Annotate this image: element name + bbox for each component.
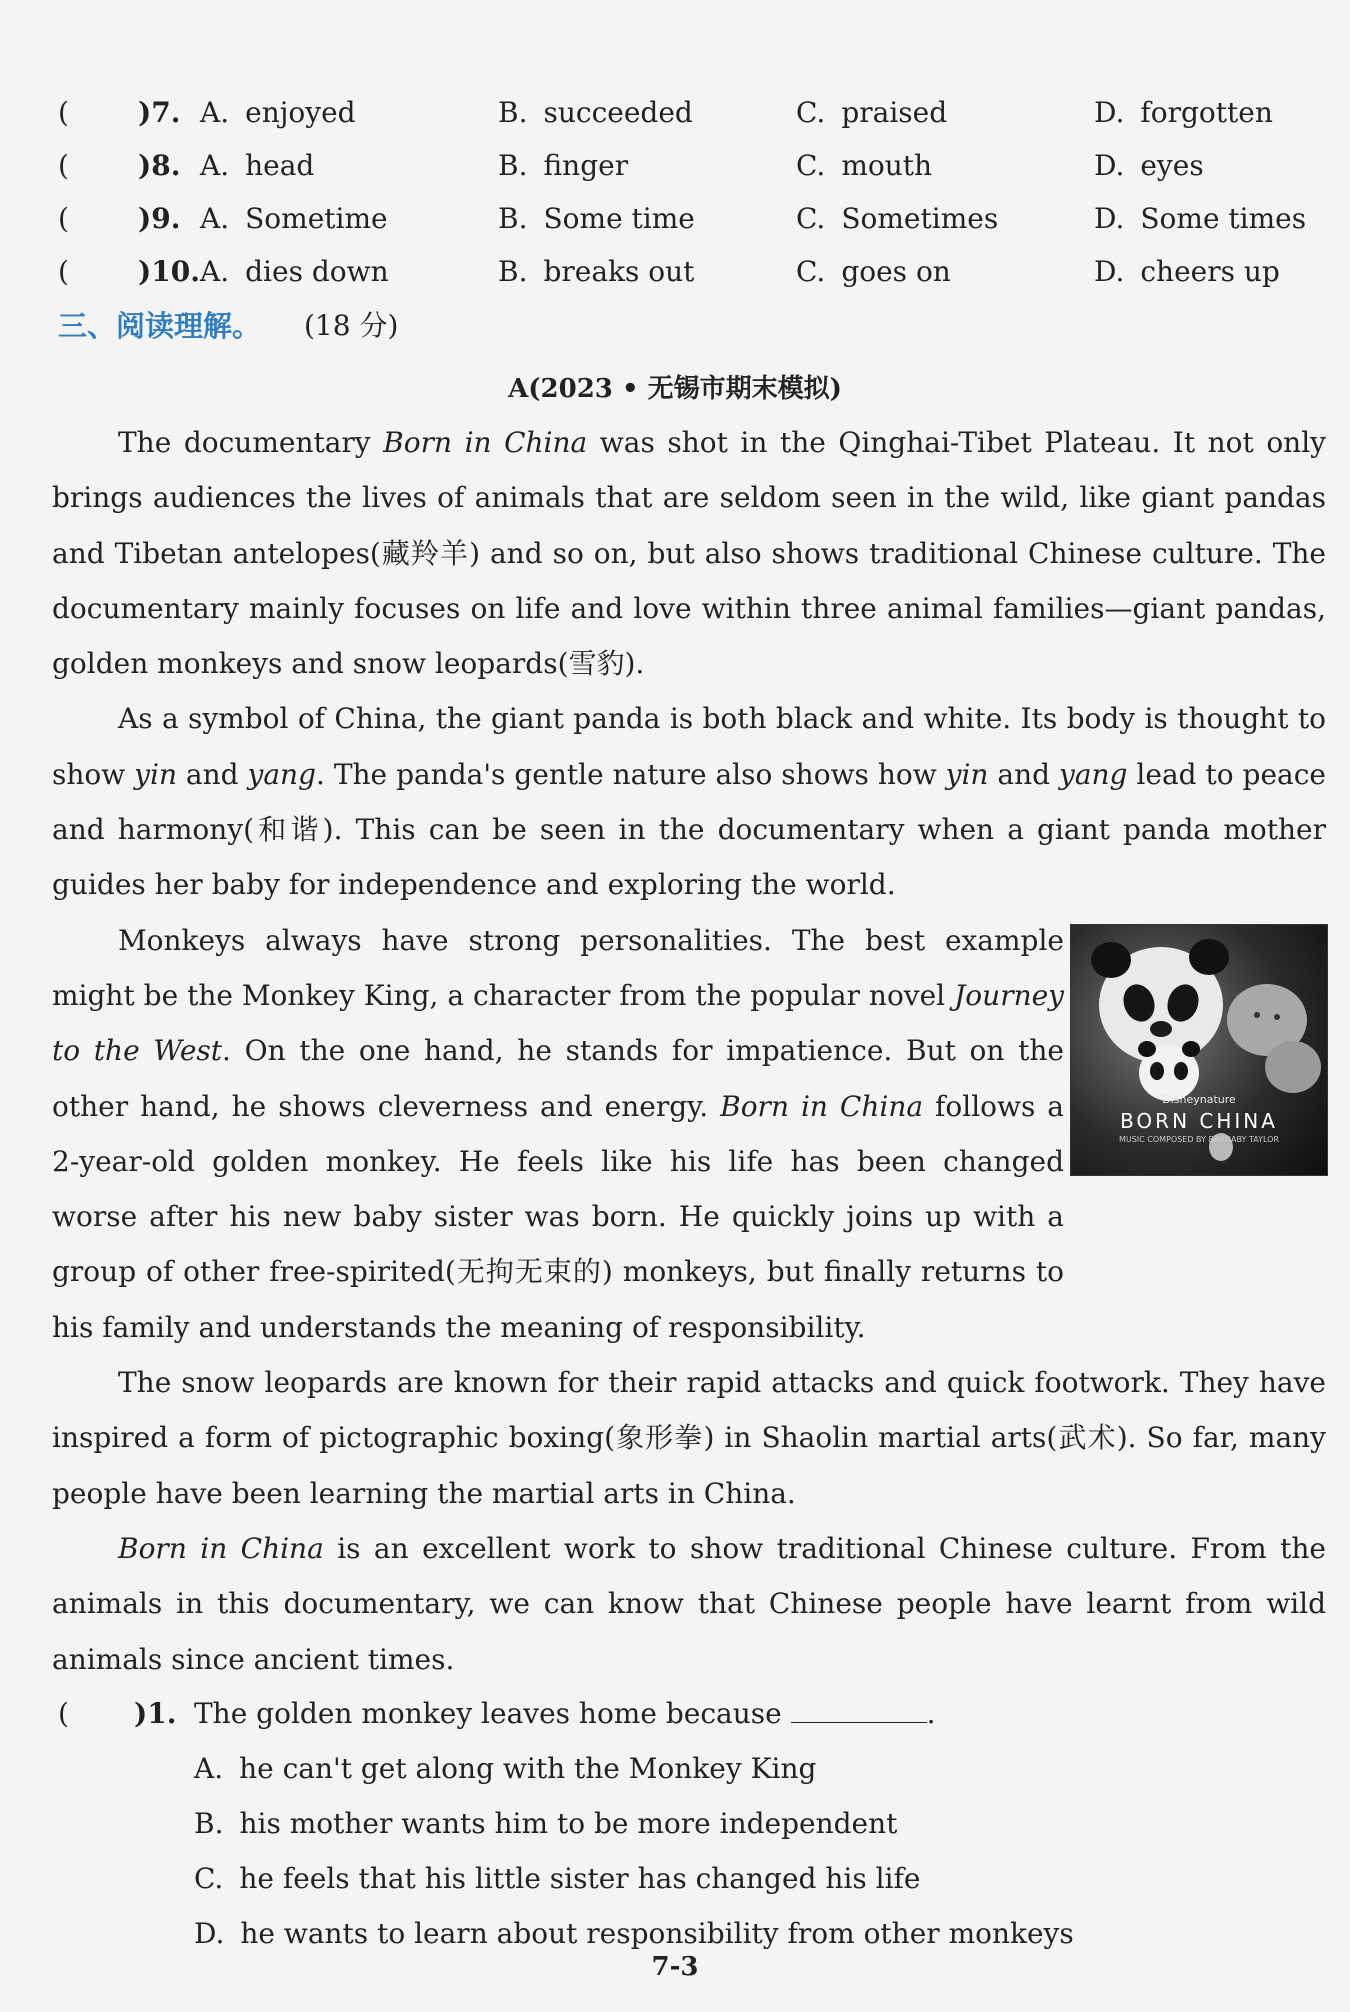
- option-c: [796, 139, 932, 192]
- option-letter: B.: [498, 96, 528, 129]
- question-number: )8.: [138, 149, 181, 182]
- text-run: The documentary: [118, 426, 384, 459]
- option-letter: B.: [498, 202, 528, 235]
- documentary-poster-image: [1070, 924, 1328, 1176]
- option-text: goes on: [841, 255, 951, 288]
- documentary-title: Born in China: [118, 1531, 324, 1565]
- paragraph-4: The snow leopards are known for their rapid attacks and quick footwork. They have inspired a form of pictographic boxing(象形拳) in Shaolin martial arts(武术). So far, many people have been learning the martial arts in China.: [52, 1366, 1326, 1510]
- novel-title: Journey to the West: [52, 978, 1064, 1068]
- option-letter: A.: [200, 255, 230, 288]
- option-letter: C.: [796, 96, 826, 129]
- answer-paren: (: [58, 96, 69, 129]
- text-run: Monkeys always have strong personalities. The best example might be the Monkey King, a character from the popular novel: [52, 923, 1064, 1012]
- question-text: The golden monkey leaves home because: [194, 1697, 782, 1730]
- question-number: )1.: [134, 1697, 177, 1730]
- page-number: 7-3: [651, 1952, 699, 1982]
- option-text: dies down: [245, 255, 389, 288]
- choice-row-7: [58, 86, 1298, 139]
- option-text: breaks out: [543, 255, 695, 288]
- option-text: finger: [543, 149, 629, 182]
- text-run: and: [176, 757, 248, 791]
- option-c: [796, 245, 951, 298]
- answer-option-c: [58, 1851, 1298, 1906]
- answer-paren: (: [58, 149, 69, 182]
- question-number: )9.: [138, 202, 181, 235]
- text-run: . The panda's gentle nature also shows how: [316, 757, 946, 791]
- option-text: mouth: [841, 149, 933, 182]
- option-b: [498, 139, 628, 192]
- answer-paren: (: [58, 1697, 69, 1730]
- italic-term: yin: [945, 757, 989, 791]
- option-a: [200, 192, 388, 245]
- question-stem: [58, 1686, 1298, 1741]
- choice-row-9: [58, 192, 1307, 245]
- option-text: Sometimes: [841, 202, 999, 235]
- passage-tag: A(2023 • 无锡市期末模拟): [508, 374, 842, 404]
- option-letter: C.: [796, 255, 826, 288]
- option-c: [796, 192, 998, 245]
- option-letter: A.: [200, 149, 230, 182]
- option-text: eyes: [1140, 149, 1204, 182]
- option-text: he can't get along with the Monkey King: [239, 1752, 817, 1785]
- option-a: [200, 245, 389, 298]
- option-c: [796, 86, 947, 139]
- choice-row-10: [58, 245, 1298, 298]
- option-text: praised: [841, 96, 948, 129]
- option-letter: A.: [194, 1752, 224, 1785]
- choice-row-8: [58, 139, 1298, 192]
- option-a: [200, 139, 314, 192]
- question-number: )7.: [138, 96, 181, 129]
- cloze-choices: [58, 86, 1307, 298]
- answer-option-b: [58, 1796, 1298, 1851]
- option-text: head: [245, 149, 315, 182]
- option-letter: D.: [1094, 255, 1125, 288]
- text-run: is an excellent work to show traditional Chinese culture. From the animals in this documentary, we can know that Chinese people have learnt from wild animals since ancient times.: [52, 1531, 1326, 1676]
- option-letter: B.: [498, 149, 528, 182]
- text-run: As a symbol of China, the giant panda is both black and white. Its body is thought to show: [52, 702, 1326, 791]
- documentary-title: Born in China: [383, 426, 588, 459]
- question-number: )10.: [138, 255, 200, 288]
- text-run: was shot in the Qinghai-Tibet Plateau. It not only brings audiences the lives of animals that are seldom seen in the wild, like giant pandas and Tibetan antelopes(藏羚羊) and so on, but also shows traditional Chinese culture. The documentary mainly focuses on life and love within three animal families—giant pandas, golden monkeys and snow leopards(雪豹).: [52, 426, 1326, 681]
- option-text: Some time: [543, 202, 695, 235]
- text-run: and: [988, 757, 1060, 791]
- italic-term: yin: [134, 757, 177, 791]
- option-letter: D.: [1094, 202, 1125, 235]
- option-letter: A.: [200, 202, 230, 235]
- option-letter: C.: [194, 1862, 224, 1895]
- option-letter: C.: [796, 149, 826, 182]
- paragraph-5: [52, 1521, 1326, 1687]
- italic-term: yang: [1059, 757, 1128, 791]
- poster-credit: MUSIC COMPOSED BY BARNABY TAYLOR: [1118, 1135, 1280, 1144]
- italic-term: yang: [247, 757, 316, 791]
- paragraph-1: [52, 415, 1326, 691]
- option-text: succeeded: [543, 96, 693, 129]
- option-letter: A.: [200, 96, 230, 129]
- option-text: forgotten: [1140, 96, 1273, 129]
- question-end: .: [926, 1697, 936, 1730]
- documentary-title: Born in China: [720, 1089, 924, 1123]
- option-text: he wants to learn about responsibility from other monkeys: [240, 1917, 1074, 1950]
- question-1: [58, 1686, 1298, 1961]
- option-text: cheers up: [1140, 255, 1280, 288]
- section-title: 三、阅读理解。: [58, 309, 262, 343]
- option-b: [498, 192, 695, 245]
- option-letter: C.: [796, 202, 826, 235]
- option-b: [498, 86, 693, 139]
- paragraph-2: [52, 691, 1326, 912]
- option-letter: B.: [498, 255, 528, 288]
- section-score: (18 分): [304, 309, 399, 342]
- option-d: [1094, 192, 1306, 245]
- text-run: lead to peace and harmony(和谐). This can be seen in the documentary when a giant panda mother guides her baby for independence and exploring the world.: [52, 757, 1326, 902]
- option-d: [1094, 86, 1273, 139]
- option-text: he feels that his little sister has changed his life: [239, 1862, 921, 1895]
- text-run: follows a 2-year-old golden monkey. He feels like his life has been changed worse after his new baby sister was born. He quickly joins up with a group of other free-spirited(无拘无束的) monkeys, but finally returns to his family and understands the meaning of responsibility.: [52, 1089, 1065, 1344]
- poster-brand: Disneynature: [1162, 1093, 1236, 1106]
- option-letter: D.: [194, 1917, 225, 1950]
- poster-title: BORN CHINA: [1120, 1109, 1278, 1133]
- text-run: . On the one hand, he stands for impatience. But on the other hand, he shows cleverness and energy.: [52, 1034, 1064, 1123]
- question-text-wrap: [194, 1686, 935, 1741]
- option-b: [498, 245, 694, 298]
- answer-paren: (: [58, 202, 69, 235]
- option-text: Some times: [1140, 202, 1307, 235]
- option-a: [200, 86, 356, 139]
- option-letter: D.: [1094, 149, 1125, 182]
- option-letter: B.: [194, 1807, 224, 1840]
- option-d: [1094, 139, 1204, 192]
- option-text: enjoyed: [245, 96, 356, 129]
- answer-paren: (: [58, 255, 69, 288]
- answer-option-a: [58, 1741, 1298, 1796]
- answer-blank: [791, 1696, 927, 1723]
- option-text: Sometime: [245, 202, 388, 235]
- option-letter: D.: [1094, 96, 1125, 129]
- option-d: [1094, 245, 1280, 298]
- option-text: his mother wants him to be more independent: [239, 1807, 898, 1840]
